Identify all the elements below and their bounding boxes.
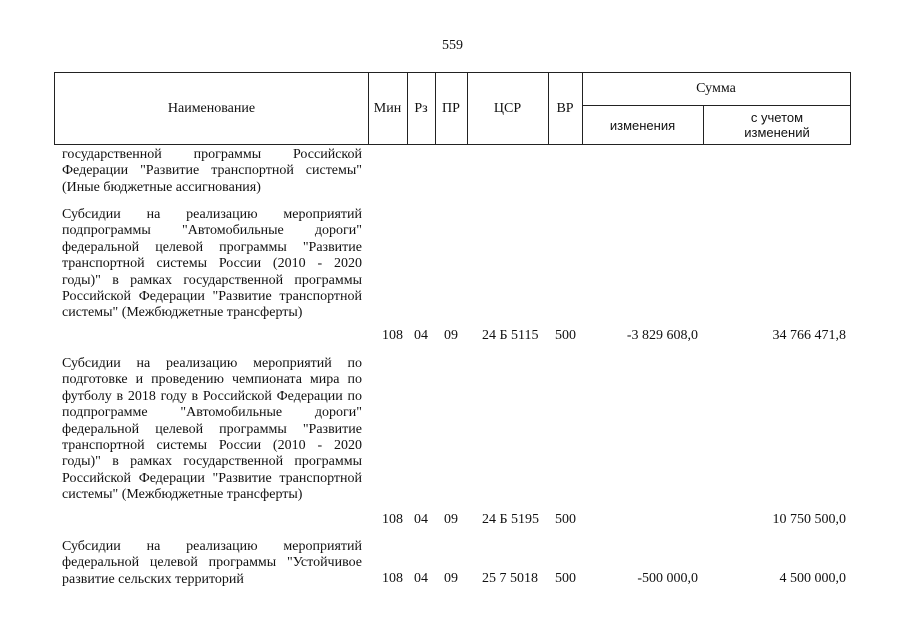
cell-total: 34 766 471,8	[772, 328, 846, 343]
row-description: Субсидии на реализацию мероприятий подпрограммы "Автомобильные дороги" федеральной целевой программы "Развитие транспортной системы России (2010 - 2020 годы)" в рамках государственной программы Российской Федерации "Развитие транспортной системы" (Межбюджетные трансферты)	[62, 207, 362, 321]
cell-change: -500 000,0	[637, 571, 698, 586]
row-description: Субсидии на реализацию мероприятий федеральной целевой программы "Устойчивое развитие сельских территорий	[62, 539, 362, 587]
header-vr: ВР	[556, 100, 574, 116]
cell-rz: 04	[414, 328, 428, 343]
header-change: изменения	[609, 117, 676, 133]
table-header	[54, 72, 851, 145]
cell-rz: 04	[414, 571, 428, 586]
cell-csr: 24 Б 5195	[482, 512, 540, 527]
cell-total: 10 750 500,0	[772, 512, 846, 527]
cell-csr: 25 7 5018	[482, 571, 538, 586]
header-sum: Сумма	[696, 81, 736, 96]
cell-min: 108	[382, 512, 403, 527]
cell-pr: 09	[444, 512, 458, 527]
cell-pr: 09	[444, 571, 458, 586]
header-min: Мин	[373, 100, 402, 116]
cell-total: 4 500 000,0	[779, 571, 846, 586]
cell-min: 108	[382, 571, 403, 586]
header-with-change	[704, 106, 850, 144]
cell-rz: 04	[414, 512, 428, 527]
page-number: 559	[442, 38, 463, 53]
row-description: государственной программы Российской Федерации "Развитие транспортной системы" (Иные бюджетные ассигнования)	[62, 147, 362, 195]
cell-vr: 500	[555, 571, 576, 586]
header-name: Наименование	[167, 100, 256, 116]
cell-change: -3 829 608,0	[626, 328, 698, 343]
cell-vr: 500	[555, 328, 576, 343]
header-rz: Рз	[414, 100, 428, 116]
cell-pr: 09	[444, 328, 458, 343]
cell-min: 108	[382, 328, 403, 343]
row-description: Субсидии на реализацию мероприятий по подготовке и проведению чемпионата мира по футболу в 2018 году в Российской Федерации по подпрограмме "Автомобильные дороги" федеральной целевой программы "Развитие транспортной системы России (2010 - 2020 годы)" в рамках государственной программы Российской Федерации "Развитие транспортной системы" (Межбюджетные трансферты)	[62, 356, 362, 503]
cell-vr: 500	[555, 512, 576, 527]
header-pr: ПР	[442, 100, 460, 116]
header-with-change-line1: с учетом	[750, 110, 804, 125]
cell-csr: 24 Б 5115	[482, 328, 539, 343]
header-with-change-line2: изменений	[744, 125, 810, 140]
header-csr: ЦСР	[493, 100, 522, 116]
